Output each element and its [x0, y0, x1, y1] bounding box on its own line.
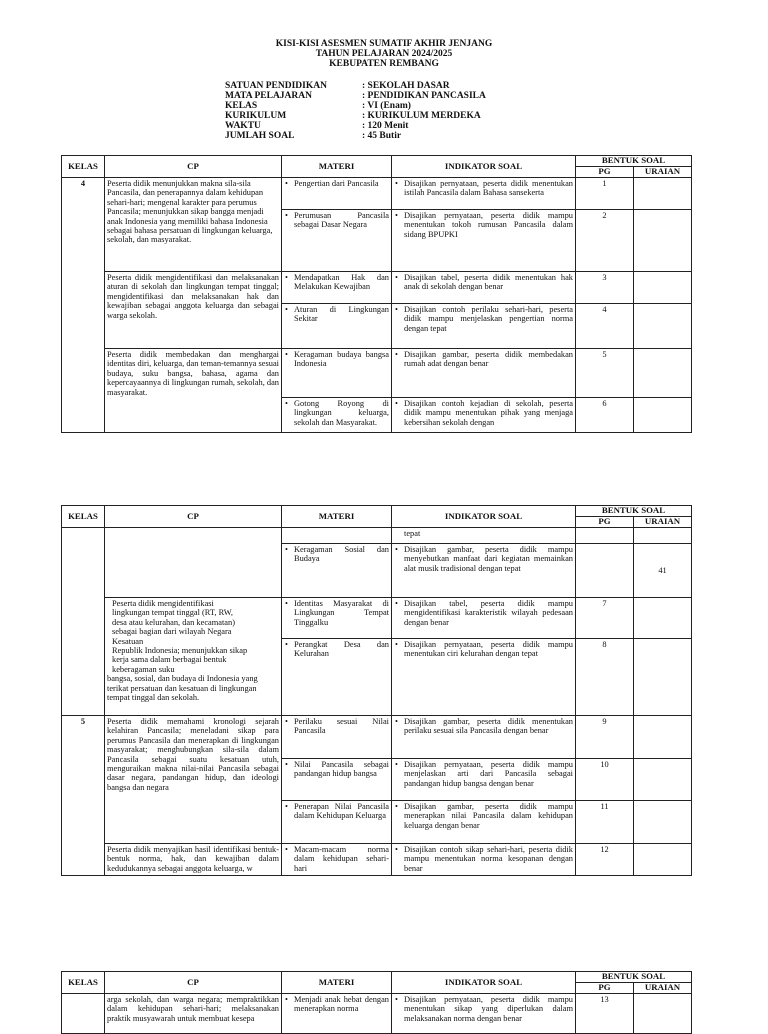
- uraian-cell: [634, 528, 692, 544]
- materi-cell: • Macam-macam norma dalam kehidupan sehari-hari: [282, 844, 392, 876]
- uraian-cell: [634, 178, 692, 210]
- uraian-cell: [634, 759, 692, 801]
- indikator-cell: • Disajikan pernyataan, peserta didik menentukan istilah Pancasila dalam Bahasa sansekerta: [392, 178, 576, 210]
- indikator-cell: • Disajikan contoh kejadian di sekolah, peserta didik mampu menentukan pihak yang menjaga kebersihan sekolah dengan: [392, 398, 576, 433]
- cp-cell: Peserta didik membedakan dan menghargai identitas diri, keluarga, dan teman-temannya sesuai budaya, suku bangsa, bahasa, agama dan kepercayaannya di lingkungan rumah, sekolah, dan masyarakat.: [105, 349, 282, 433]
- header-cp: CP: [105, 506, 282, 528]
- kisi-kisi-table-3: [61, 971, 692, 1034]
- pg-cell: 4: [576, 304, 634, 349]
- uraian-cell: 41: [634, 544, 692, 598]
- header-bentuk-soal: BENTUK SOAL: [576, 506, 692, 517]
- uraian-cell: [634, 844, 692, 876]
- info-label: WAKTU: [225, 121, 261, 132]
- uraian-cell: [634, 716, 692, 759]
- pg-cell: [576, 544, 634, 598]
- materi-cell: • Pengertian dari Pancasila: [282, 178, 392, 210]
- header-pg: PG: [576, 167, 634, 178]
- pg-cell: 10: [576, 759, 634, 801]
- materi-cell: • Gotong Royong di lingkungan keluarga, sekolah dan Masyarakat.: [282, 398, 392, 433]
- title-line-1: KISI-KISI ASESMEN SUMATIF AKHIR JENJANG: [275, 39, 493, 49]
- header-cp: CP: [105, 156, 282, 178]
- materi-cell: • Aturan di Lingkungan Sekitar: [282, 304, 392, 349]
- title-line-2: TAHUN PELAJARAN 2024/2025: [315, 49, 453, 59]
- pg-cell: 7: [576, 598, 634, 639]
- indikator-cell: • Disajikan tabel, peserta didik mampu mengidentifikasi karakteristik wilayah pedesaan dengan benar: [392, 598, 576, 639]
- cp-cell: Peserta didik menyajikan hasil identifikasi bentuk-bentuk norma, hak, dan kewajiban dalam kedudukannya sebagai anggota keluarga, w: [105, 844, 282, 876]
- cp-cell: Peserta didik menunjukkan makna sila-sila Pancasila, dan penerapannya dalam kehidupan sehari-hari; mengenal karakter para perumus Pancasila; menunjukkan sikap bangga menjadi anak Indonesia yang memiliki bahasa Indonesia sebagai bahasa persatuan di lingkungan keluarga, sekolah, dan masyarakat.: [105, 178, 282, 272]
- title-line-3: KEBUPATEN REMBANG: [329, 59, 439, 69]
- cp-cell: arga sekolah, dan warga negara; mempraktikkan dalam kehidupan sehari-hari; melaksanakan praktik musyawarah untuk membuat kesepa: [105, 994, 282, 1034]
- cp-cell: Peserta didik memahami kronologi sejarah kelahiran Pancasila; meneladani sikap para perumus Pancasila dan menerapkan di lingkungan masyarakat; menghubungkan sila-sila dalam Pancasila sebagai suatu kesatuan utuh, menguraikan makna nilai-nilai Pancasila sebagai dasar negara, pandangan hidup, dan ideologi bangsa dan negara: [105, 716, 282, 844]
- indikator-cell: • Disajikan gambar, peserta didik membedakan rumah adat dengan benar: [392, 349, 576, 398]
- materi-cell: • Perilaku sesuai Nilai Pancasila: [282, 716, 392, 759]
- indikator-cell: • Disajikan pernyataan, peserta didik mampu menentukan ciri kelurahan dengan tepat: [392, 639, 576, 716]
- header-kelas: KELAS: [62, 506, 105, 528]
- materi-cell: • Identitas Masyarakat di Lingkungan Tempat Tinggalku: [282, 598, 392, 639]
- cp-cell: Peserta didik mengidentifikasi dan melaksanakan aturan di sekolah dan lingkungan tempat tinggal; mengidentifikasi dan melaksanakan hak dan kewajiban sebagai anggota keluarga dan sebagai warga sekolah.: [105, 272, 282, 349]
- info-label: KELAS: [225, 101, 258, 112]
- header-uraian: URAIAN: [634, 167, 692, 178]
- indikator-cell: tepat: [392, 528, 576, 544]
- info-label: MATA PELAJARAN: [225, 91, 312, 102]
- pg-cell: 9: [576, 716, 634, 759]
- header-cp: CP: [105, 972, 282, 994]
- indikator-cell: • Disajikan pernyataan, peserta didik mampu menentukan tokoh rumusan Pancasila dalam sidang BPUPKI: [392, 210, 576, 272]
- indikator-cell: • Disajikan pernyataan, peserta didik mampu menentukan sikap yang diperlukan dalam melaksanakan norma dengan benar: [392, 994, 576, 1034]
- materi-cell: • Menjadi anak hebat dengan menerapkan norma: [282, 994, 392, 1034]
- materi-cell: • Keragaman budaya bangsa Indonesia: [282, 349, 392, 398]
- info-label: KURIKULUM: [225, 111, 287, 122]
- kelas-cell: [62, 528, 105, 716]
- pg-cell: [576, 528, 634, 544]
- uraian-cell: [634, 349, 692, 398]
- header-bentuk-soal: BENTUK SOAL: [576, 972, 692, 983]
- header-uraian: URAIAN: [634, 983, 692, 994]
- cp-cell-empty: [105, 528, 282, 598]
- uraian-cell: [634, 210, 692, 272]
- indikator-cell: • Disajikan contoh sikap sehari-hari, peserta didik mampu menentukan norma kesopanan dengan benar: [392, 844, 576, 876]
- pg-cell: 2: [576, 210, 634, 272]
- info-value: : VI (Enam): [362, 101, 411, 112]
- kisi-kisi-table-1: [61, 155, 692, 433]
- uraian-cell: [634, 304, 692, 349]
- indikator-cell: • Disajikan tabel, peserta didik menentukan hak anak di sekolah dengan benar: [392, 272, 576, 304]
- header-pg: PG: [576, 517, 634, 528]
- header-indikator: INDIKATOR SOAL: [392, 972, 576, 994]
- info-label: SATUAN PENDIDIKAN: [225, 81, 327, 91]
- uraian-cell: [634, 801, 692, 844]
- info-value: : KURIKULUM MERDEKA: [362, 111, 481, 122]
- info-value: : 45 Butir: [362, 131, 402, 142]
- materi-cell: • Perangkat Desa dan Kelurahan: [282, 639, 392, 716]
- kisi-kisi-table-2: [61, 505, 692, 876]
- materi-cell: • Nilai Pancasila sebagai pandangan hidup bangsa: [282, 759, 392, 801]
- pg-cell: 6: [576, 398, 634, 433]
- document-title: [0, 39, 768, 69]
- uraian-cell: [634, 398, 692, 433]
- pg-cell: 12: [576, 844, 634, 876]
- header-materi: MATERI: [282, 156, 392, 178]
- pg-cell: 11: [576, 801, 634, 844]
- kelas-cell: 4: [62, 178, 105, 433]
- indikator-cell: • Disajikan pernyataan, peserta didik mampu menjelaskan arti dari Pancasila sebagai pandangan hidup bangsa dengan benar: [392, 759, 576, 801]
- materi-cell: [282, 528, 392, 544]
- uraian-cell: [634, 598, 692, 639]
- info-value: : PENDIDIKAN PANCASILA: [362, 91, 486, 102]
- indikator-cell: • Disajikan gambar, peserta didik menentukan perilaku sesuai sila Pancasila dengan benar: [392, 716, 576, 759]
- header-indikator: INDIKATOR SOAL: [392, 156, 576, 178]
- cp-cell: Peserta didik mengidentifikasi lingkungan tempat tinggal (RT, RW, desa atau kelurahan, dan kecamatan) sebagai bagian dari wilayah Negara Kesatuan Republik Indonesia; menunjukkan sikap kerja sama dalam berbagai bentuk keberagaman suku bangsa, sosial, dan budaya di Indonesia yang terikat persatuan dan kesatuan di lingkungan tempat tinggal dan sekolah.: [105, 598, 282, 716]
- pg-cell: 3: [576, 272, 634, 304]
- header-kelas: KELAS: [62, 972, 105, 994]
- header-materi: MATERI: [282, 506, 392, 528]
- info-label: JUMLAH SOAL: [225, 131, 295, 142]
- pg-cell: 13: [576, 994, 634, 1034]
- info-value: : 120 Menit: [362, 121, 409, 132]
- uraian-cell: [634, 272, 692, 304]
- pg-cell: 8: [576, 639, 634, 716]
- header-bentuk-soal: BENTUK SOAL: [576, 156, 692, 167]
- header-indikator: INDIKATOR SOAL: [392, 506, 576, 528]
- info-value: : SEKOLAH DASAR: [362, 81, 450, 91]
- indikator-cell: • Disajikan contoh perilaku sehari-hari, peserta didik mampu menjelaskan pengertian norma dengan tepat: [392, 304, 576, 349]
- header-materi: MATERI: [282, 972, 392, 994]
- header-uraian: URAIAN: [634, 517, 692, 528]
- uraian-cell: [634, 994, 692, 1034]
- pg-cell: 5: [576, 349, 634, 398]
- pg-cell: 1: [576, 178, 634, 210]
- materi-cell: • Keragaman Sosial dan Budaya: [282, 544, 392, 598]
- header-pg: PG: [576, 983, 634, 994]
- indikator-cell: • Disajikan gambar, peserta didik mampu menyebutkan manfaat dari kegiatan memainkan alat musik tradisional dengan tepat: [392, 544, 576, 598]
- materi-cell: • Mendapatkan Hak dan Melakukan Kewajiban: [282, 272, 392, 304]
- kelas-cell: 5: [62, 716, 105, 876]
- materi-cell: • Penerapan Nilai Pancasila dalam Kehidupan Keluarga: [282, 801, 392, 844]
- uraian-cell: [634, 639, 692, 716]
- kelas-cell: [62, 994, 105, 1034]
- indikator-cell: • Disajikan gambar, peserta didik mampu menerapkan nilai Pancasila dalam kehidupan keluarga dengan benar: [392, 801, 576, 844]
- header-kelas: KELAS: [62, 156, 105, 178]
- materi-cell: • Perumusan Pancasila sebagai Dasar Negara: [282, 210, 392, 272]
